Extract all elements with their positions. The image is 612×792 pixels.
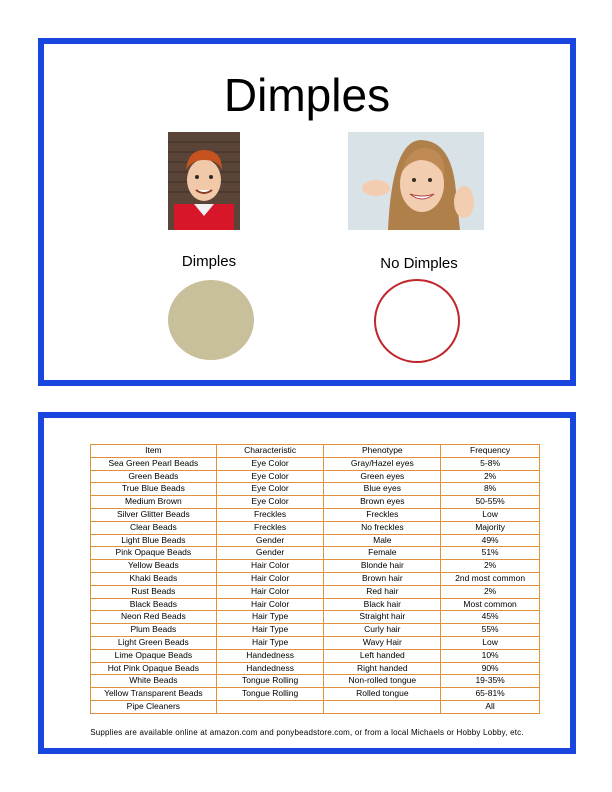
table-cell: 51%	[441, 547, 540, 560]
supplies-footnote: Supplies are available online at amazon.com and ponybeadstore.com, or from a local Michaels or Hobby Lobby, etc.	[90, 728, 524, 737]
table-cell: Blue eyes	[324, 483, 441, 496]
table-cell: 55%	[441, 624, 540, 637]
table-cell: Wavy Hair	[324, 636, 441, 649]
table-row	[91, 662, 540, 675]
table-row	[91, 547, 540, 560]
table-row	[91, 611, 540, 624]
table-cell: Handedness	[216, 662, 324, 675]
table-cell: Pink Opaque Beads	[91, 547, 217, 560]
table-row	[91, 636, 540, 649]
table-cell: Hot Pink Opaque Beads	[91, 662, 217, 675]
bead-key-table	[90, 444, 540, 714]
table-cell: 19-35%	[441, 675, 540, 688]
table-cell: Rust Beads	[91, 585, 217, 598]
table-cell: Clear Beads	[91, 521, 217, 534]
table-cell: Freckles	[324, 508, 441, 521]
no-dimples-photo	[348, 132, 484, 230]
table-cell: Gender	[216, 547, 324, 560]
table-cell: Tongue Rolling	[216, 675, 324, 688]
table-cell: Eye Color	[216, 483, 324, 496]
table-cell: Majority	[441, 521, 540, 534]
table-cell: All	[441, 700, 540, 713]
table-cell: Neon Red Beads	[91, 611, 217, 624]
table-cell: Eye Color	[216, 457, 324, 470]
table-cell: Most common	[441, 598, 540, 611]
table-cell: 2%	[441, 560, 540, 573]
table-row	[91, 598, 540, 611]
no-dimples-color-circle	[374, 279, 460, 363]
table-cell: Male	[324, 534, 441, 547]
table-cell: Blonde hair	[324, 560, 441, 573]
table-cell: Female	[324, 547, 441, 560]
table-cell: 90%	[441, 662, 540, 675]
table-cell: Brown eyes	[324, 496, 441, 509]
table-cell: 2%	[441, 585, 540, 598]
bottom-card	[38, 412, 576, 754]
table-row	[91, 470, 540, 483]
table-cell: Green eyes	[324, 470, 441, 483]
table-cell: Green Beads	[91, 470, 217, 483]
table-cell: Hair Color	[216, 572, 324, 585]
table-cell: 2nd most common	[441, 572, 540, 585]
table-cell: Light Green Beads	[91, 636, 217, 649]
dimples-color-circle	[168, 280, 254, 360]
table-cell: Low	[441, 508, 540, 521]
table-row	[91, 572, 540, 585]
table-cell: Yellow Beads	[91, 560, 217, 573]
table-header-row	[91, 445, 540, 458]
table-cell: Brown hair	[324, 572, 441, 585]
table-row	[91, 508, 540, 521]
dimples-photo	[168, 132, 240, 230]
table-cell: Gray/Hazel eyes	[324, 457, 441, 470]
table-row	[91, 649, 540, 662]
table-row	[91, 688, 540, 701]
table-cell: Hair Color	[216, 560, 324, 573]
table-cell: Hair Color	[216, 585, 324, 598]
table-cell: Handedness	[216, 649, 324, 662]
table-cell: Rolled tongue	[324, 688, 441, 701]
table-cell: White Beads	[91, 675, 217, 688]
table-row	[91, 521, 540, 534]
table-cell: Silver Glitter Beads	[91, 508, 217, 521]
table-cell	[324, 700, 441, 713]
table-cell: 45%	[441, 611, 540, 624]
table-cell: Low	[441, 636, 540, 649]
table-header-cell: Item	[91, 445, 217, 458]
table-cell: Hair Type	[216, 611, 324, 624]
table-cell: Plum Beads	[91, 624, 217, 637]
table-cell: 65-81%	[441, 688, 540, 701]
table-cell: Hair Type	[216, 624, 324, 637]
table-row	[91, 700, 540, 713]
table-cell: True Blue Beads	[91, 483, 217, 496]
dimples-label: Dimples	[181, 253, 237, 270]
table-cell: Yellow Transparent Beads	[91, 688, 217, 701]
table-header-cell: Phenotype	[324, 445, 441, 458]
table-cell: Left handed	[324, 649, 441, 662]
table-header-cell: Frequency	[441, 445, 540, 458]
boy-photo-image	[168, 132, 240, 230]
table-row	[91, 457, 540, 470]
table-cell: Gender	[216, 534, 324, 547]
table-cell: 8%	[441, 483, 540, 496]
table-row	[91, 675, 540, 688]
table-cell: Khaki Beads	[91, 572, 217, 585]
table-cell: Hair Type	[216, 636, 324, 649]
table-cell: 49%	[441, 534, 540, 547]
table-cell: Tongue Rolling	[216, 688, 324, 701]
table-cell: Straight hair	[324, 611, 441, 624]
no-dimples-label: No Dimples	[380, 255, 458, 272]
table-row	[91, 534, 540, 547]
table-cell: Hair Color	[216, 598, 324, 611]
table-cell: Light Blue Beads	[91, 534, 217, 547]
top-card	[38, 38, 576, 386]
table-cell: Red hair	[324, 585, 441, 598]
table-cell: 50-55%	[441, 496, 540, 509]
table-cell: Curly hair	[324, 624, 441, 637]
table-cell: Right handed	[324, 662, 441, 675]
table-row	[91, 496, 540, 509]
table-row	[91, 560, 540, 573]
table-cell: 5-8%	[441, 457, 540, 470]
table-cell: Lime Opaque Beads	[91, 649, 217, 662]
table-cell: Black hair	[324, 598, 441, 611]
table-cell: Eye Color	[216, 496, 324, 509]
table-cell: 10%	[441, 649, 540, 662]
table-row	[91, 483, 540, 496]
table-row	[91, 624, 540, 637]
table-cell: Black Beads	[91, 598, 217, 611]
table-cell: Pipe Cleaners	[91, 700, 217, 713]
table-cell: Non-rolled tongue	[324, 675, 441, 688]
woman-photo-image	[348, 132, 484, 230]
table-cell: Freckles	[216, 521, 324, 534]
table-cell: Sea Green Pearl Beads	[91, 457, 217, 470]
table-cell: 2%	[441, 470, 540, 483]
table-cell: No freckles	[324, 521, 441, 534]
bead-table-body	[91, 445, 540, 714]
table-cell	[216, 700, 324, 713]
table-row	[91, 585, 540, 598]
page-title: Dimples	[223, 69, 391, 121]
table-header-cell: Characteristic	[216, 445, 324, 458]
table-cell: Freckles	[216, 508, 324, 521]
table-cell: Medium Brown	[91, 496, 217, 509]
table-cell: Eye Color	[216, 470, 324, 483]
